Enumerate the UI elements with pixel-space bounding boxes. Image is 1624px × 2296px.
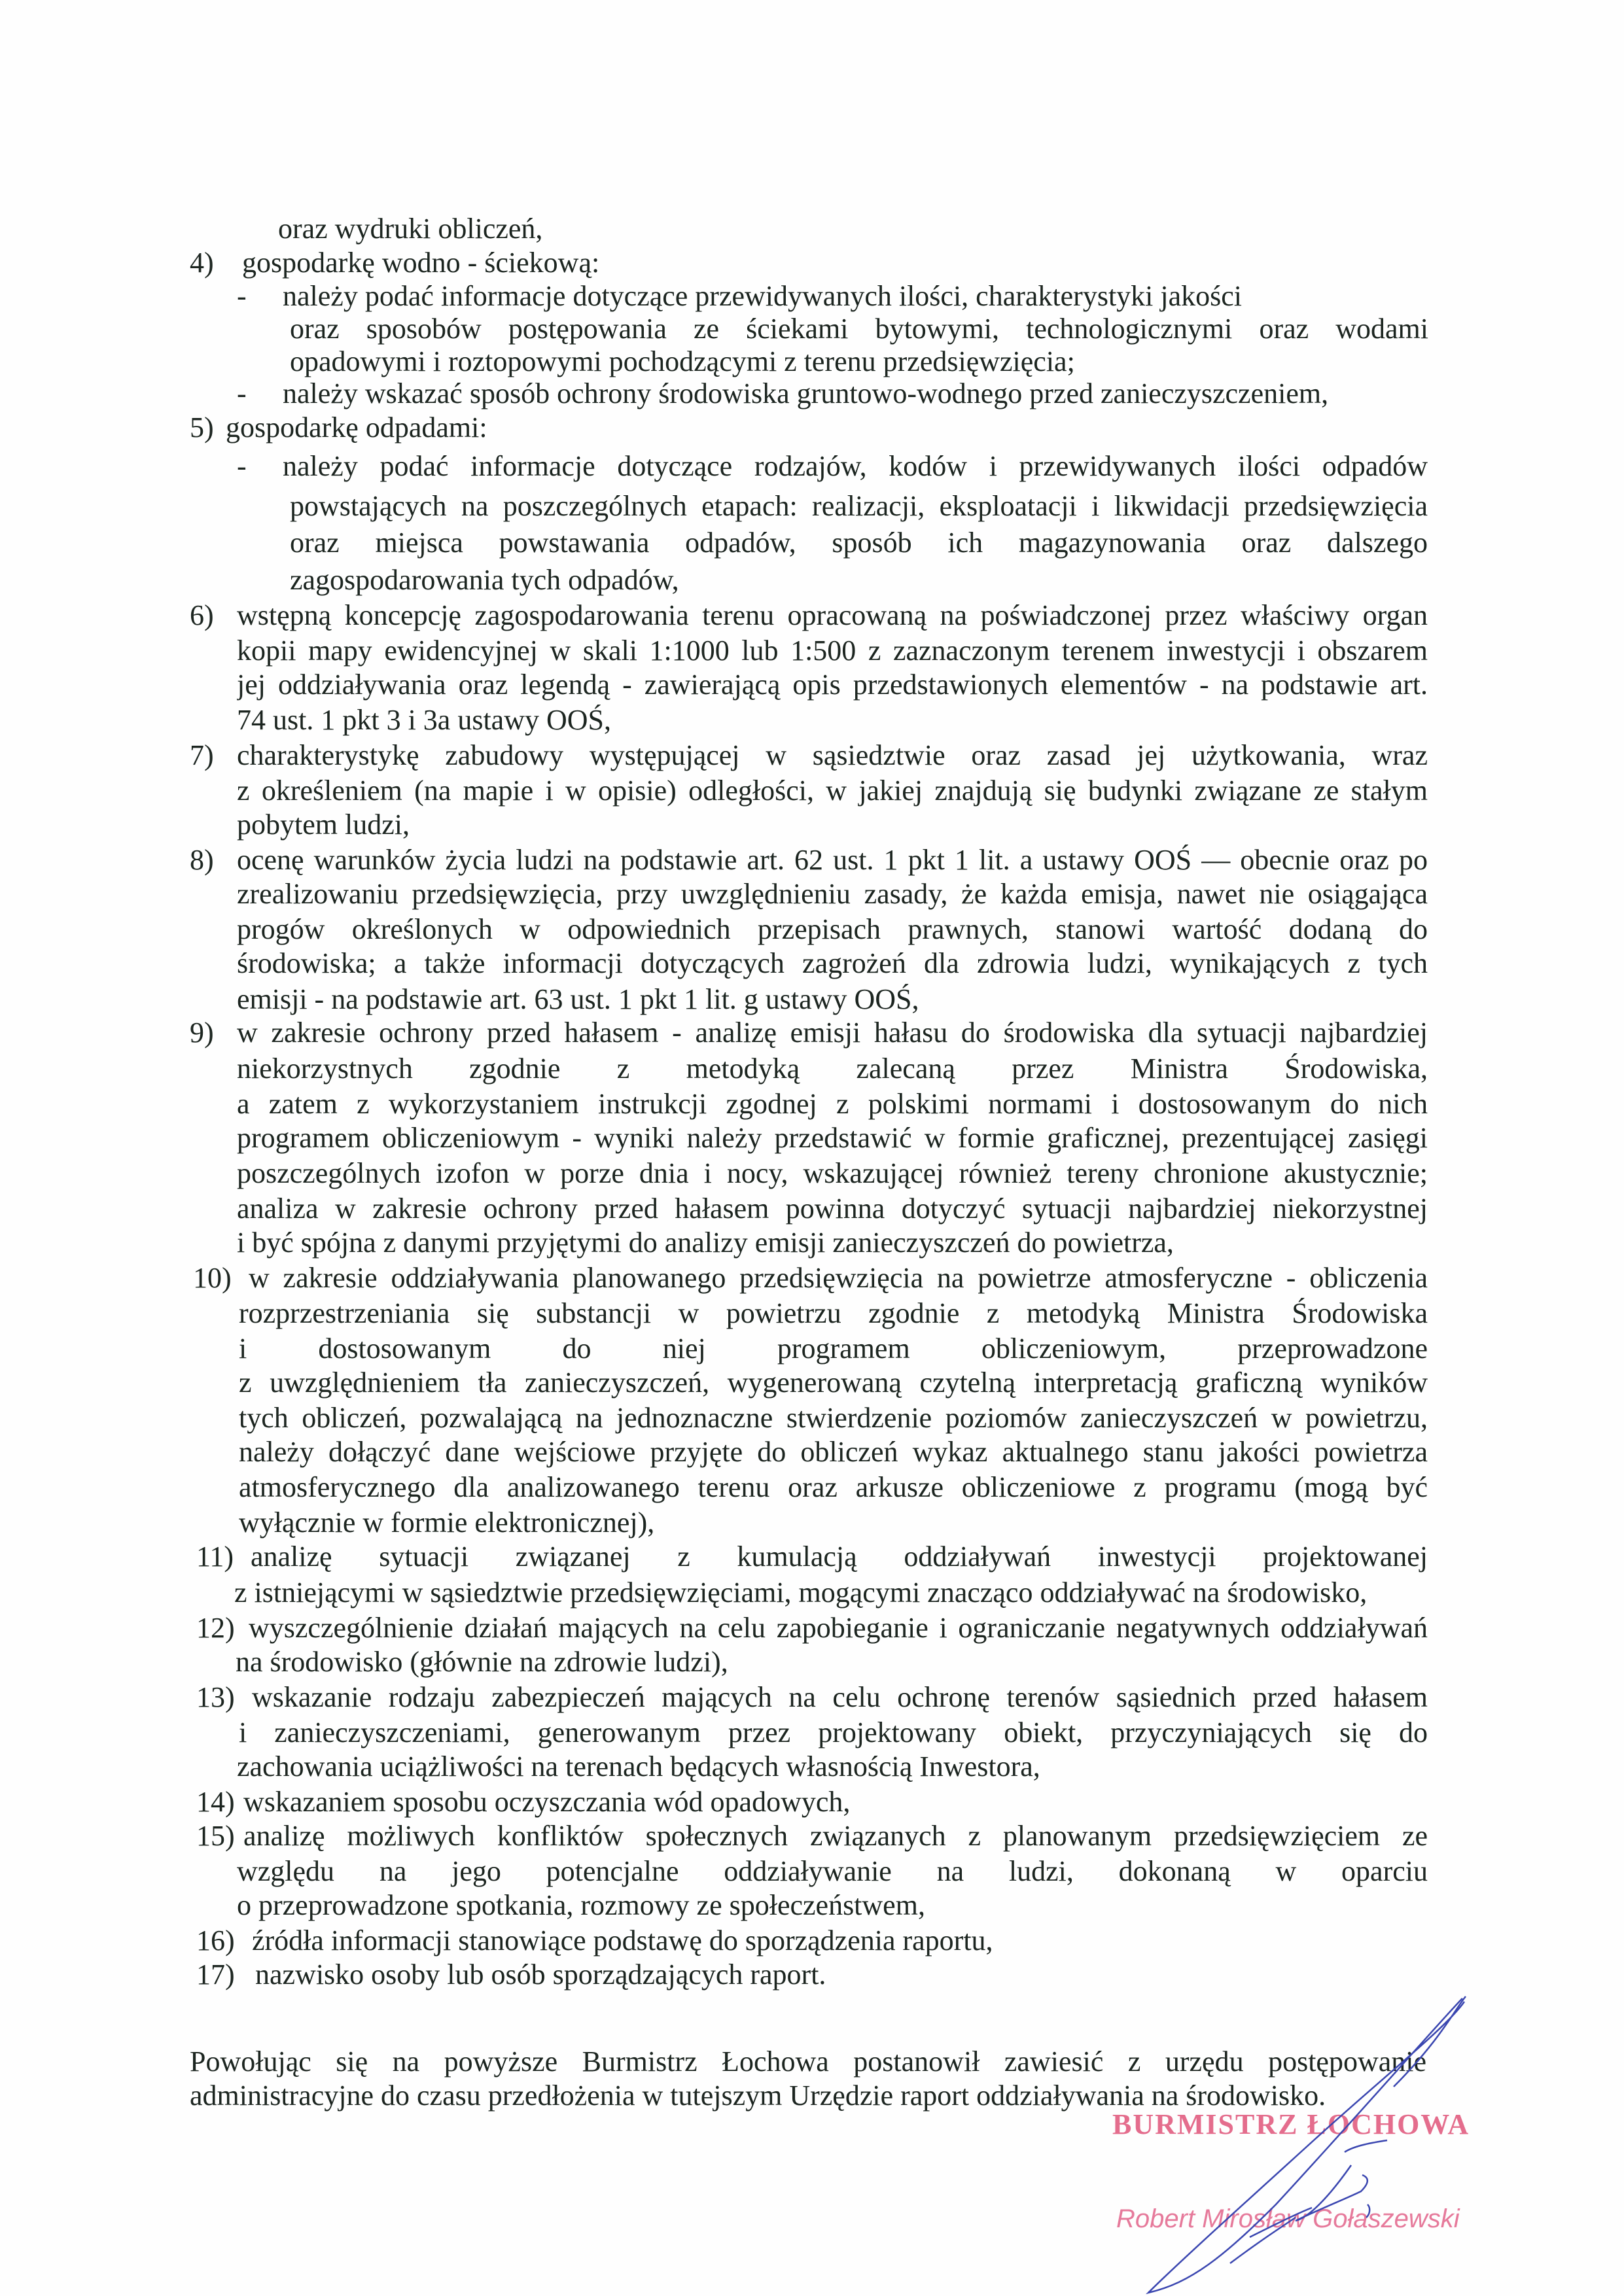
stamp-name: Robert Mirosław Gołaszewski xyxy=(1116,2204,1460,2233)
item-line: charakterystykę zabudowy występującej w sąsiedztwie oraz zasad jej użytkowania, wraz xyxy=(237,739,1428,771)
item-line: wskazanie rodzaju zabezpieczeń mających na celu ochronę terenów sąsiednich przed hałasem xyxy=(252,1681,1428,1713)
intro-line: oraz wydruki obliczeń, xyxy=(278,213,543,245)
item-line: należy dołączyć dane wejściowe przyjęte do obliczeń wykaz aktualnego stanu jakości powietrza xyxy=(239,1436,1428,1468)
item-line: analizę możliwych konfliktów społecznych związanych z planowanym przedsięwzięciem ze xyxy=(243,1820,1428,1852)
item-line: niekorzystnych zgodnie z metodyką zalecaną przez Ministra Środowiska, xyxy=(237,1052,1428,1085)
item-title: gospodarkę odpadami: xyxy=(226,411,487,444)
item-line: analiza w zakresie ochrony przed hałasem powinna dotyczyć sytuacji najbardziej niekorzystnej xyxy=(237,1192,1428,1225)
item-line: progów określonych w odpowiednich przepisach prawnych, stanowi wartość dodaną do xyxy=(237,913,1428,945)
item-line: w zakresie ochrony przed hałasem - analizę emisji hałasu do środowiska dla sytuacji najbardziej xyxy=(237,1017,1428,1049)
item-line: programem obliczeniowym - wyniki należy przedstawić w formie graficznej, prezentującej zasięgi xyxy=(237,1122,1428,1154)
item-number: 16) xyxy=(196,1924,235,1957)
item-number: 13) xyxy=(196,1681,235,1713)
item-line: wstępną koncepcję zagospodarowania terenu opracowaną na poświadczonej przez właściwy organ xyxy=(237,599,1428,631)
item-number: 11) xyxy=(196,1540,234,1573)
item-line: względu na jego potencjalne oddziaływanie na ludzi, dokonaną w oparciu xyxy=(237,1855,1428,1887)
closing-line: Powołując się na powyższe Burmistrz Łochowa postanowił zawiesić z urzędu postępowanie xyxy=(190,2045,1426,2078)
item-number: 9) xyxy=(190,1017,214,1049)
item-line: o przeprowadzone spotkania, rozmowy ze społeczeństwem, xyxy=(237,1889,925,1921)
item-number: 6) xyxy=(190,599,214,631)
item-line: kopii mapy ewidencyjnej w skali 1:1000 lub 1:500 z zaznaczonym terenem inwestycji i obszarem xyxy=(237,635,1428,667)
item-number: 7) xyxy=(190,739,214,771)
item-line: wyłącznie w formie elektronicznej), xyxy=(239,1506,655,1539)
item-line: wyszczególnienie działań mających na celu zapobieganie i ograniczanie negatywnych oddziaływań xyxy=(249,1612,1428,1644)
item-number: 5) xyxy=(190,411,214,444)
item-line: wskazaniem sposobu oczyszczania wód opadowych, xyxy=(243,1786,851,1818)
item-line: poszczególnych izofon w porze dnia i nocy, wskazującej również tereny chronione akustycznie; xyxy=(237,1157,1428,1189)
item-line: nazwisko osoby lub osób sporządzających raport. xyxy=(255,1958,826,1991)
item-line: należy podać informacje dotyczące rodzajów, kodów i przewidywanych ilości odpadów xyxy=(283,450,1428,482)
item-line: tych obliczeń, pozwalającą na jednoznaczne stwierdzenie poziomów zanieczyszczeń w powietrzu, xyxy=(239,1402,1428,1434)
item-line: 74 ust. 1 pkt 3 i 3a ustawy OOŚ, xyxy=(237,704,611,736)
item-line: na środowisko (głównie na zdrowie ludzi), xyxy=(236,1646,728,1678)
item-number: 12) xyxy=(196,1612,235,1644)
item-line: z istniejącymi w sąsiedztwie przedsięwzięciami, mogącymi znacząco oddziaływać na środowisko, xyxy=(234,1576,1368,1609)
item-number: 10) xyxy=(193,1262,232,1294)
item-line: ocenę warunków życia ludzi na podstawie art. 62 ust. 1 pkt 1 lit. a ustawy OOŚ — obecnie oraz po xyxy=(237,844,1428,876)
item-line: oraz sposobów postępowania ze ściekami bytowymi, technologicznymi oraz wodami xyxy=(290,313,1428,345)
item-line: źródła informacji stanowiące podstawę do sporządzenia raportu, xyxy=(252,1924,993,1957)
item-line: analizę sytuacji związanej z kumulacją oddziaływań inwestycji projektowanej xyxy=(251,1540,1428,1573)
item-line: zagospodarowania tych odpadów, xyxy=(290,564,679,596)
stamp-title: BURMISTRZ ŁOCHOWA xyxy=(1112,2108,1470,2140)
signature-icon xyxy=(1080,1989,1538,2296)
item-line: zachowania uciążliwości na terenach będących własnością Inwestora, xyxy=(237,1750,1040,1783)
item-number: 15) xyxy=(196,1820,235,1852)
item-line: i dostosowanym do niej programem obliczeniowym, przeprowadzone xyxy=(239,1332,1428,1365)
bullet-dash: - xyxy=(237,377,247,409)
closing-line: administracyjne do czasu przedłożenia w tutejszym Urzędzie raport oddziaływania na środowisko. xyxy=(190,2079,1326,2112)
item-line: a zatem z wykorzystaniem instrukcji zgodnej z polskimi normami i dostosowanym do nich xyxy=(237,1088,1428,1120)
item-number: 8) xyxy=(190,844,214,876)
item-line: rozprzestrzeniania się substancji w powietrzu zgodnie z metodyką Ministra Środowiska xyxy=(239,1297,1428,1329)
item-line: atmosferycznego dla analizowanego terenu oraz arkusze obliczeniowe z programu (mogą być xyxy=(239,1471,1428,1503)
item-line: z uwzględnieniem tła zanieczyszczeń, wygenerowaną czytelną interpretacją graficzną wyników xyxy=(239,1366,1428,1399)
item-line: w zakresie oddziaływania planowanego przedsięwzięcia na powietrze atmosferyczne - obliczenia xyxy=(249,1262,1428,1294)
bullet-dash: - xyxy=(237,280,247,312)
item-number: 14) xyxy=(196,1786,235,1818)
item-line: powstających na poszczególnych etapach: realizacji, eksploatacji i likwidacji przedsięwzięcia xyxy=(290,490,1428,522)
item-line: opadowymi i roztopowymi pochodzącymi z terenu przedsięwzięcia; xyxy=(290,345,1075,377)
item-line: i zanieczyszczeniami, generowanym przez projektowany obiekt, przyczyniających się do xyxy=(239,1716,1428,1748)
item-line: należy wskazać sposób ochrony środowiska gruntowo-wodnego przed zanieczyszczeniem, xyxy=(283,377,1329,409)
item-line: z określeniem (na mapie i w opisie) odległości, w jakiej znajdują się budynki związane ze stałym xyxy=(237,774,1428,807)
item-title: gospodarkę wodno - ściekową: xyxy=(242,247,600,279)
item-line: i być spójna z danymi przyjętymi do analizy emisji zanieczyszczeń do powietrza, xyxy=(237,1226,1174,1259)
item-line: środowiska; a także informacji dotyczących zagrożeń dla zdrowia ludzi, wynikających z tych xyxy=(237,947,1428,979)
item-line: pobytem ludzi, xyxy=(237,809,410,841)
item-line: jej oddziaływania oraz legendą - zawierającą opis przedstawionych elementów - na podstawie art. xyxy=(237,669,1428,701)
item-line: oraz miejsca powstawania odpadów, sposób ich magazynowania oraz dalszego xyxy=(290,527,1428,559)
item-number: 17) xyxy=(196,1958,235,1991)
item-line: emisji - na podstawie art. 63 ust. 1 pkt 1 lit. g ustawy OOŚ, xyxy=(237,983,919,1015)
item-number: 4) xyxy=(190,247,214,279)
item-line: zrealizowaniu przedsięwzięcia, przy uwzględnieniu zasady, że każda emisja, nawet nie osiągająca xyxy=(237,878,1428,910)
bullet-dash: - xyxy=(237,450,247,482)
item-line: należy podać informacje dotyczące przewidywanych ilości, charakterystyki jakości xyxy=(283,280,1243,312)
